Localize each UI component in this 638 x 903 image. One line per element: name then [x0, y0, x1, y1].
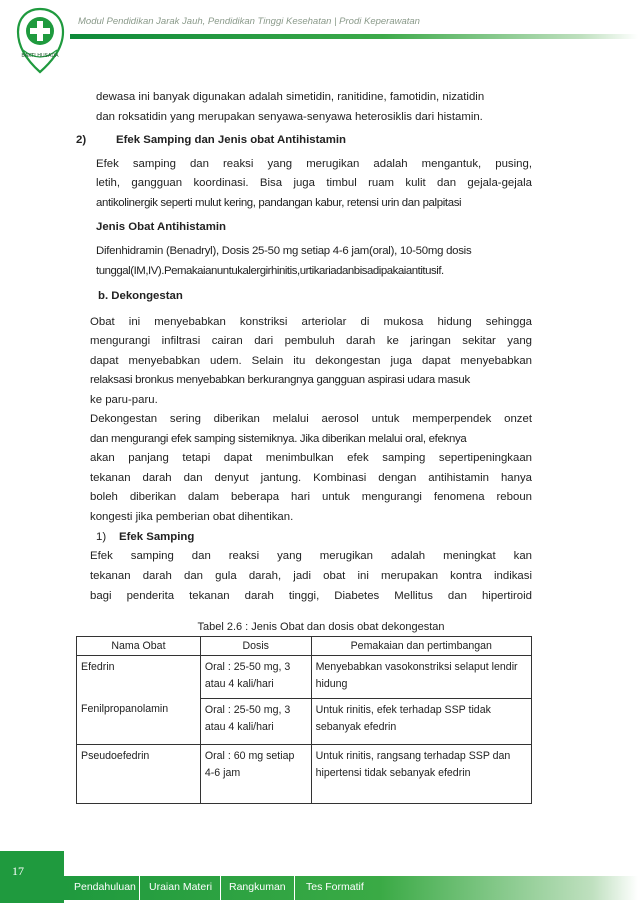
jenis-obat-line-1: Difenhidramin (Benadryl), Dosis 25-50 mg setiap 4-6 jam(oral), 10-50mg dosis — [96, 245, 472, 257]
dekongestan-table — [76, 636, 532, 804]
page-number-block — [0, 851, 64, 903]
dekongestan-line-10: boleh diberikan dalam beberapa hari untuk mengurangi fenomena reboun — [90, 491, 532, 503]
section-2-title: Efek Samping dan Jenis obat Antihistamin — [116, 134, 346, 146]
dekongestan-line-2: mengurangi infiltrasi cairan dari pembuluh darah ke jaringan sekitar yang — [90, 335, 532, 347]
nav-divider — [294, 876, 295, 900]
page-number: 17 — [12, 864, 24, 878]
dekongestan-line-5: ke paru-paru. — [90, 394, 158, 406]
nav-divider — [220, 876, 221, 900]
jenis-obat-title: Jenis Obat Antihistamin — [96, 221, 226, 233]
dekongestan-line-8: akan panjang tetapi dapat menimbulkan efek samping sepertipeningkaan — [90, 452, 532, 464]
section-2-number: 2) — [76, 134, 87, 146]
section-2-line-1: Efek samping dan reaksi yang merugikan adalah mengantuk, pusing, — [96, 158, 532, 170]
cell-usage: Untuk rinitis, efek terhadap SSP tidak sebanyak efedrin — [311, 698, 531, 745]
dekongestan-title: b. Dekongestan — [98, 290, 183, 302]
section-2-line-2: letih, gangguan koordinasi. Bisa juga timbul ruam kulit dan gejala-gejala — [96, 177, 532, 189]
header-pemakaian: Pemakaian dan pertimbangan — [311, 637, 531, 656]
efek-samping-title: Efek Samping — [119, 531, 195, 543]
dekongestan-line-6: Dekongestan sering diberikan melalui aerosol untuk memperpendek onzet — [90, 413, 532, 425]
cell-usage: Untuk rinitis, rangsang terhadap SSP dan hipertensi tidak sebanyak efedrin — [311, 745, 531, 804]
table-row — [77, 656, 532, 699]
cell-drug-name: Pseudoefedrin — [77, 745, 201, 804]
cell-usage: Menyebabkan vasokonstriksi selaput lendir hidung — [311, 656, 531, 699]
cell-dose: Oral : 25-50 mg, 3 atau 4 kali/hari — [200, 698, 311, 745]
efek-samping-line-1: Efek samping dan reaksi yang merugikan adalah meningkat kan — [90, 550, 532, 562]
dekongestan-line-7: dan mengurangi efek samping sistemiknya. Jika diberikan melalui oral, efeknya — [90, 433, 467, 445]
table-header-row — [77, 637, 532, 656]
dekongestan-line-11: kongesti jika pemberian obat dihentikan. — [90, 511, 294, 523]
cell-drug-name: Efedrin — [77, 656, 201, 699]
nav-uraian-materi[interactable]: Uraian Materi — [149, 881, 213, 893]
table-caption: Tabel 2.6 : Jenis Obat dan dosis obat dekongestan — [197, 621, 445, 633]
jenis-obat-line-2: tunggal(IM,IV).Pemakaianuntukalergirhinitis,urtikariadanbisadipakaiantitusif. — [96, 265, 444, 277]
dekongestan-line-1: Obat ini menyebabkan konstriksi arteriolar di mukosa hidung sehingga — [90, 316, 532, 328]
dekongestan-line-3: dapat menyebabkan udem. Selain itu dekongestan juga dapat menyebabkan — [90, 355, 532, 367]
cell-drug-name: Fenilpropanolamin — [77, 698, 201, 745]
nav-tes-formatif[interactable]: Tes Formatif — [306, 881, 364, 893]
cell-dose: Oral : 25-50 mg, 3 atau 4 kali/hari — [200, 656, 311, 699]
nav-divider — [139, 876, 140, 900]
efek-samping-line-3: bagi penderita tekanan darah tinggi, Diabetes Mellitus dan hipertiroid — [90, 590, 532, 602]
efek-samping-line-2: tekanan darah dan gula darah, jadi obat ini merupakan kontra indikasi — [90, 570, 532, 582]
logo-text: BAKTI HUSADA — [21, 53, 59, 59]
intro-line-1: dewasa ini banyak digunakan adalah simetidin, ranitidine, famotidin, nizatidin — [96, 91, 485, 103]
section-2-line-3: antikolinergik seperti mulut kering, pandangan kabur, retensi urin dan palpitasi — [96, 197, 462, 209]
dekongestan-line-9: tekanan darah dan denyut jantung. Kombinasi dengan antihistamin hanya — [90, 472, 532, 484]
header-nama-obat: Nama Obat — [77, 637, 201, 656]
nav-pendahuluan[interactable]: Pendahuluan — [74, 881, 136, 893]
cell-dose: Oral : 60 mg setiap 4-6 jam — [200, 745, 311, 804]
table-row — [77, 745, 532, 804]
efek-samping-number: 1) — [96, 531, 107, 543]
table-row — [77, 698, 532, 745]
dekongestan-line-4: relaksasi bronkus menyebabkan berkurangnya gangguan aspirasi udara masuk — [90, 374, 470, 386]
header-dosis: Dosis — [200, 637, 311, 656]
nav-rangkuman[interactable]: Rangkuman — [229, 881, 286, 893]
intro-line-2: dan roksatidin yang merupakan senyawa-senyawa heterosiklis dari histamin. — [96, 111, 483, 123]
header-title: Modul Pendidikan Jarak Jauh, Pendidikan Tinggi Kesehatan | Prodi Keperawatan — [78, 16, 420, 27]
